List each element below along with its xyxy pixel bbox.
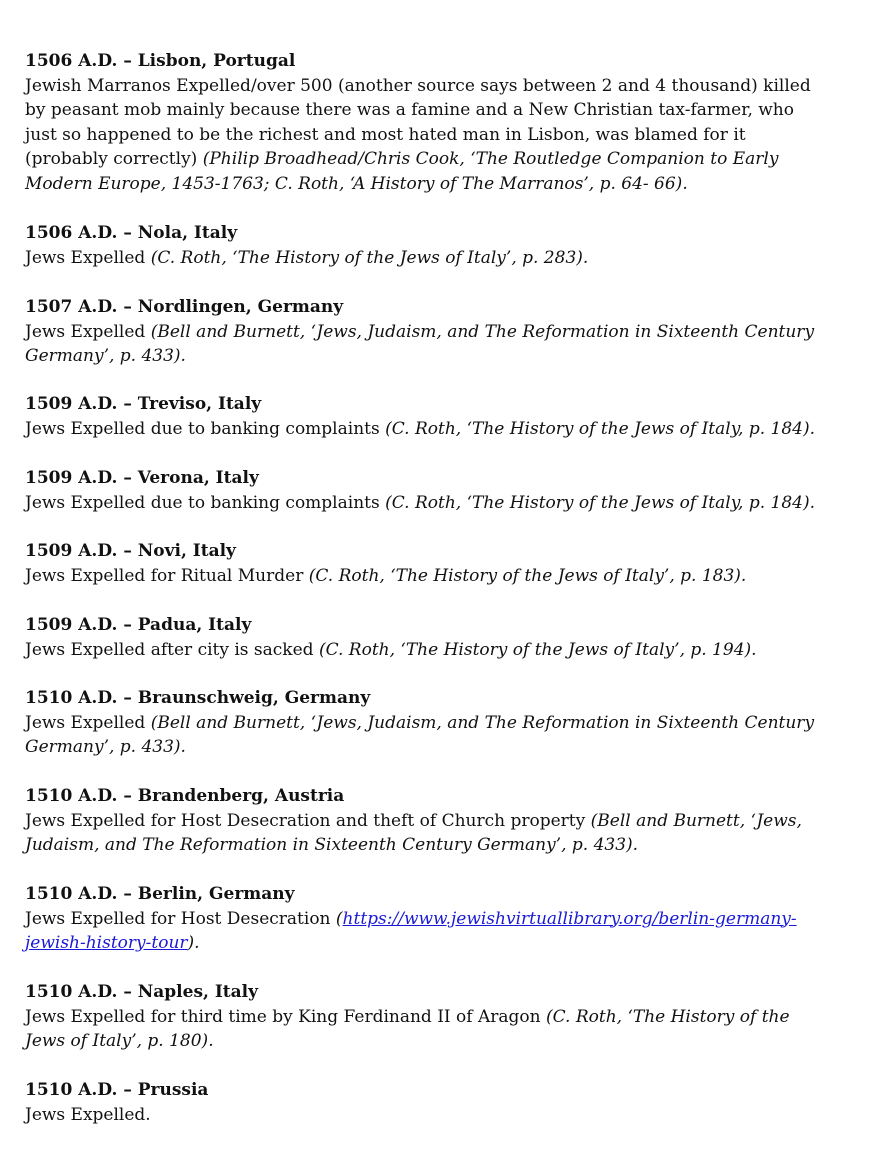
entry-line (25, 1005, 855, 1030)
entry-text: Jews Expelled for Host Desecration and theft of Church property (25, 810, 591, 831)
entry-text: just so happened to be the richest and most hated man in Lisbon, was blamed for it (25, 124, 746, 145)
entry-lisbon (25, 49, 855, 196)
entry-text: Jews Expelled. (25, 1104, 151, 1125)
entry-text: Jews Expelled after city is sacked (25, 639, 319, 660)
entry-citation: (Bell and Burnett, ‘Jews, Judaism, and The Reformation in Sixteenth Century (150, 712, 815, 733)
entry-novi (25, 539, 855, 588)
entry-heading: 1510 A.D. – Naples, Italy (25, 982, 259, 1002)
entry-text: Jews Expelled for third time by King Ferdinand II of Aragon (25, 1006, 546, 1027)
entry-citation: (Bell and Burnett, ‘Jews, (590, 810, 802, 831)
entry-treviso (25, 392, 855, 441)
entry-heading: 1509 A.D. – Verona, Italy (25, 468, 259, 488)
entry-line (25, 907, 855, 932)
entry-nordlingen (25, 295, 855, 369)
entry-text: Jews Expelled due to banking complaints (25, 492, 386, 513)
entry-text: Jews Expelled due to banking complaints (25, 418, 386, 439)
entry-line (25, 564, 855, 589)
entry-braunschweig (25, 686, 855, 760)
entry-citation: (C. Roth, ‘The History of the Jews of Italy’, p. 194). (318, 639, 757, 660)
entry-text: (probably correctly) (25, 149, 203, 169)
entry-line (25, 931, 855, 956)
entry-citation: (C. Roth, ‘The History of the Jews of Italy, p. 184). (385, 492, 816, 513)
citation-paren: ( (335, 908, 343, 929)
entry-heading: 1510 A.D. – Prussia (25, 1080, 209, 1100)
entry-citation: (Philip Broadhead/Chris Cook, ‘The Routledge Companion to Early (202, 149, 779, 169)
entry-text: Jews Expelled (25, 247, 151, 268)
entry-text: Jews Expelled for Ritual Murder (25, 565, 309, 586)
entry-line (25, 638, 855, 663)
entry-text: by peasant mob mainly because there was a famine and a New Christian tax-farmer, who (25, 100, 794, 120)
citation-paren: ). (187, 933, 200, 953)
entry-line (25, 491, 855, 516)
source-link[interactable]: https://www.jewishvirtuallibrary.org/berlin-germany- (342, 908, 797, 929)
entry-heading: 1506 A.D. – Lisbon, Portugal (25, 51, 296, 71)
entry-prussia (25, 1078, 855, 1127)
entry-citation: (C. Roth, ‘The History of the Jews of Italy, p. 184). (385, 418, 816, 439)
entry-text: Jews Expelled (25, 712, 151, 733)
entry-heading: 1509 A.D. – Novi, Italy (25, 541, 236, 561)
entry-line (25, 320, 855, 345)
entry-verona (25, 466, 855, 515)
entry-citation: Germany’, p. 433). (25, 737, 186, 757)
entry-padua (25, 613, 855, 662)
entry-line (25, 809, 855, 834)
entry-text: Jews Expelled for Host Desecration (25, 908, 336, 929)
entry-line (25, 711, 855, 736)
entry-citation: (C. Roth, ‘The History of the Jews of Italy’, p. 183). (308, 565, 747, 586)
entry-heading: 1509 A.D. – Treviso, Italy (25, 394, 262, 414)
entry-naples (25, 980, 855, 1054)
entry-heading: 1509 A.D. – Padua, Italy (25, 615, 252, 635)
source-link[interactable]: jewish-history-tour (25, 933, 188, 953)
entry-citation: Germany’, p. 433). (25, 346, 186, 366)
entry-line (25, 417, 855, 442)
entry-citation: Modern Europe, 1453-1763; C. Roth, ‘A History of The Marranos’, p. 64- 66). (25, 173, 688, 194)
entry-nola (25, 221, 855, 270)
entry-text: Jews Expelled (25, 321, 151, 342)
entry-heading: 1510 A.D. – Braunschweig, Germany (25, 688, 371, 708)
entry-citation: Judaism, and The Reformation in Sixteenth Century Germany’, p. 433). (25, 835, 639, 855)
entry-line (25, 246, 855, 271)
entry-heading: 1510 A.D. – Berlin, Germany (25, 884, 295, 904)
entry-citation: (C. Roth, ‘The History of the Jews of Italy’, p. 283). (150, 247, 589, 268)
entry-berlin (25, 882, 855, 956)
entry-heading: 1507 A.D. – Nordlingen, Germany (25, 297, 344, 317)
entry-heading: 1510 A.D. – Brandenberg, Austria (25, 786, 345, 806)
entry-citation: (C. Roth, ‘The History of the (545, 1006, 790, 1027)
entry-line (25, 147, 855, 172)
entry-citation: (Bell and Burnett, ‘Jews, Judaism, and The Reformation in Sixteenth Century (150, 321, 815, 342)
entry-text: Jewish Marranos Expelled/over 500 (another source says between 2 and 4 thousand) killed (25, 75, 811, 96)
entry-citation: Jews of Italy’, p. 180). (25, 1031, 214, 1051)
entry-brandenberg (25, 784, 855, 858)
entry-heading: 1506 A.D. – Nola, Italy (25, 223, 238, 243)
